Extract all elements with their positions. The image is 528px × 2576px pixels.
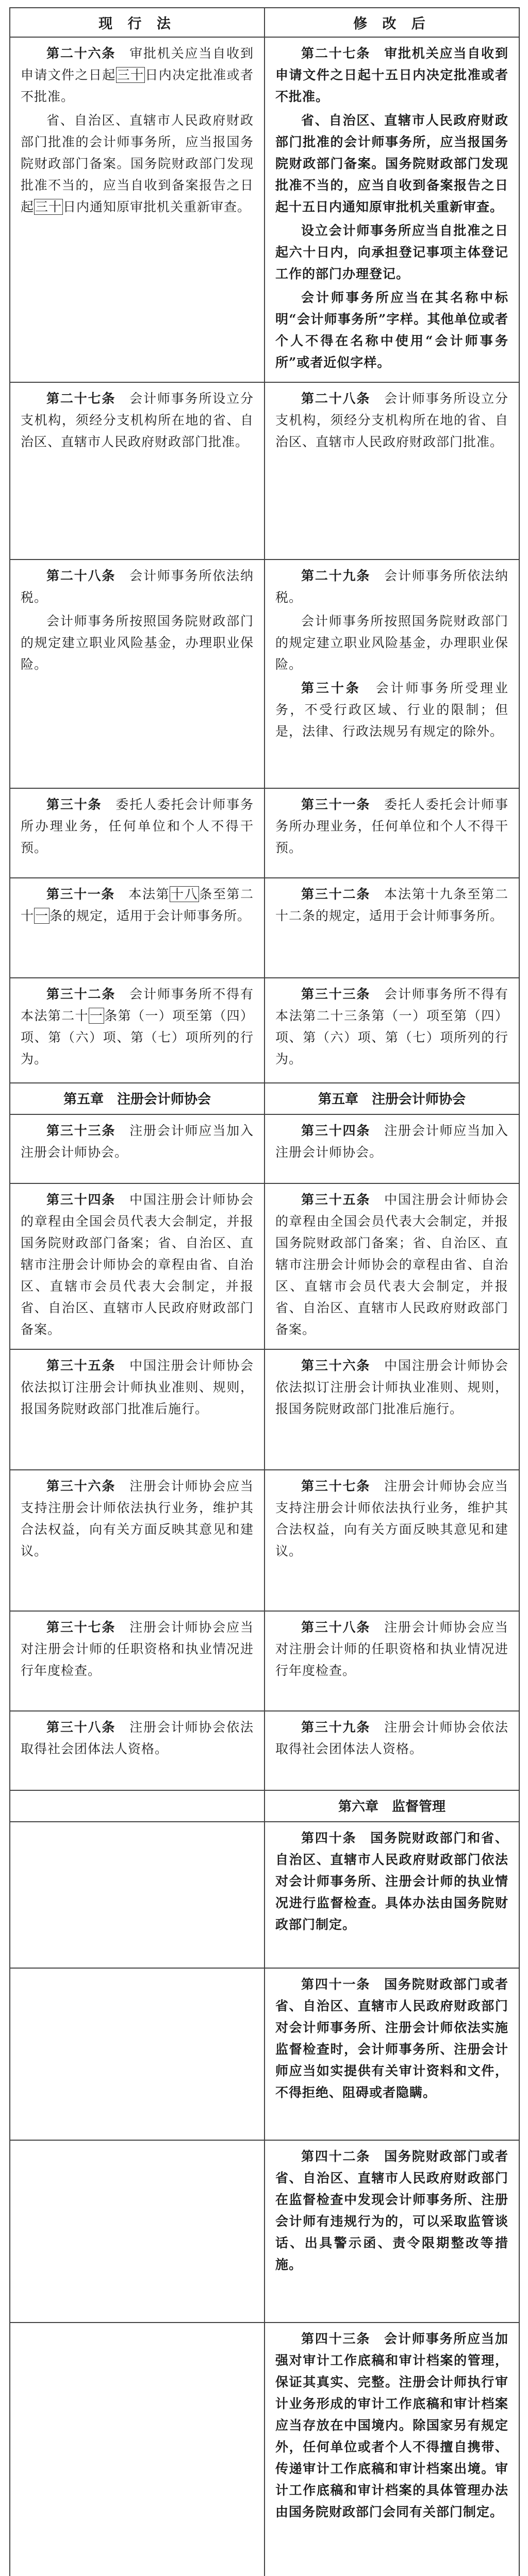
article-text: 设立会计师事务所应当自批准之日起六十日内，向承担登记事项主体登记工作的部门办理登记。 [275,223,508,281]
article-text: 第三十三条 注册会计师应当加入注册会计师协会。 [21,1123,254,1160]
current-law-cell [10,560,265,788]
current-law-cell [10,1611,265,1711]
article-text: 第三十五条 中国注册会计师协会的章程由全国会员代表大会制定，并报国务院财政部门备案；省、自治区、直辖市注册会计师协会的章程由省、自治区、直辖市会员代表大会制定，并报省、自治区、直辖市人民政府财政部门备案。 [275,1192,508,1337]
amended-cell [265,382,519,560]
article-text: 第三十六条 注册会计师协会应当支持注册会计师依法执行业务，维护其合法权益，向有关方面反映其意见和建议。 [21,1479,254,1558]
current-law-cell [10,1183,265,1349]
current-law-cell-empty [10,1822,265,1968]
article-text: 第二十六条 审批机关应当自收到申请文件之日起三十日内决定批准或者不批准。 [21,46,254,104]
changed-mark: 三十 [117,67,144,82]
table-row [10,1711,519,1790]
amended-cell [265,560,519,788]
table-row [10,1183,519,1349]
changed-mark: 三十 [35,199,62,214]
table-row [10,2140,519,2323]
amended-cell [265,2323,519,2576]
chapter-row [10,1083,519,1114]
comparison-table [9,7,520,2576]
article-text: 第二十八条 会计师事务所设立分支机构，须经分支机构所在地的省、自治区、直辖市人民政府财政部门批准。 [275,391,508,449]
current-law-cell-empty [10,2323,265,2576]
article-text: 第二十七条 会计师事务所设立分支机构，须经分支机构所在地的省、自治区、直辖市人民政府财政部门批准。 [21,391,254,449]
amended-cell [265,1822,519,1968]
amended-cell [265,1711,519,1790]
amended-cell [265,1114,519,1183]
amended-cell [265,1183,519,1349]
chapter-heading-current: 第五章 注册会计师协会 [10,1083,265,1114]
article-text: 第三十一条 本法第十八条至第二十一条的规定，适用于会计师事务所。 [21,887,254,923]
table-row [10,1968,519,2140]
article-text: 第三十九条 注册会计师协会依法取得社会团体法人资格。 [275,1720,508,1756]
table-row [10,1822,519,1968]
amended-cell [265,788,519,878]
changed-mark: 十八 [171,887,199,902]
table-row [10,1114,519,1183]
amended-cell [265,1349,519,1470]
article-text: 第三十四条 注册会计师应当加入注册会计师协会。 [275,1123,508,1160]
current-law-cell-empty [10,1790,265,1822]
article-text: 会计师事务所按照国务院财政部门的规定建立职业风险基金，办理职业保险。 [21,614,254,672]
header-amended: 修 改 后 [265,8,519,37]
article-text: 第三十八条 注册会计师协会依法取得社会团体法人资格。 [21,1720,254,1756]
amended-cell [265,1611,519,1711]
chapter-row [10,1790,519,1822]
article-text: 第四十三条 会计师事务所应当加强对审计工作底稿和审计档案的管理，保证其真实、完整。注册会计师执行审计业务形成的审计工作底稿和审计档案应当存放在中国境内。除国家另有规定外，任何单位或者个人不得擅自携带、传递审计工作底稿和审计档案出境。审计工作底稿和审计档案的具体管理办法由国务院财政部门会同有关部门制定。 [275,2331,508,2519]
table-header-row [10,8,519,37]
table-row [10,1611,519,1711]
article-text: 第三十二条 会计师事务所不得有本法第二十一条第（一）项至第（四）项、第（六）项、第（七）项所列的行为。 [21,987,254,1066]
article-text: 省、自治区、直辖市人民政府财政部门批准的会计师事务所，应当报国务院财政部门备案。国务院财政部门发现批准不当的，应当自收到备案报告之日起三十日内通知原审批机关重新审查。 [21,113,254,214]
amended-cell [265,978,519,1083]
article-text: 第三十五条 中国注册会计师协会依法拟订注册会计师执业准则、规则，报国务院财政部门批准后施行。 [21,1358,254,1416]
article-text: 第三十八条 注册会计师协会应当对注册会计师的任职资格和执业情况进行年度检查。 [275,1620,508,1678]
changed-mark: 一 [35,908,49,923]
table-row [10,1470,519,1611]
changed-mark: 一 [89,1008,104,1023]
amended-cell [265,37,519,382]
current-law-cell-empty [10,1968,265,2140]
amended-cell [265,1470,519,1611]
article-text: 第二十九条 会计师事务所依法纳税。 [275,568,508,605]
article-text: 第四十二条 国务院财政部门或者省、自治区、直辖市人民政府财政部门在监督检查中发现会计师事务所、注册会计师有违规行为的，可以采取监管谈话、出具警示函、责令限期整改等措施。 [275,2149,508,2272]
current-law-cell [10,788,265,878]
amended-cell [265,2140,519,2323]
current-law-cell [10,1470,265,1611]
table-row [10,978,519,1083]
current-law-cell [10,1349,265,1470]
article-text: 第三十三条 会计师事务所不得有本法第二十三条第（一）项至第（四）项、第（六）项、第（七）项所列的行为。 [275,987,508,1066]
article-text: 第四十一条 国务院财政部门或者省、自治区、直辖市人民政府财政部门对会计师事务所、注册会计师依法实施监督检查时，会计师事务所、注册会计师应当如实提供有关审计资料和文件，不得拒绝、阻碍或者隐瞒。 [275,1977,508,2100]
article-text: 第二十八条 会计师事务所依法纳税。 [21,568,254,605]
amended-cell [265,1968,519,2140]
header-current-law: 现 行 法 [10,8,265,37]
current-law-cell [10,1711,265,1790]
article-text: 第三十条 委托人委托会计师事务所办理业务，任何单位和个人不得干预。 [21,797,254,855]
current-law-cell [10,382,265,560]
article-text: 第三十七条 注册会计师协会应当支持注册会计师依法执行业务，维护其合法权益，向有关方面反映其意见和建议。 [275,1479,508,1558]
chapter-heading-amended: 第五章 注册会计师协会 [265,1083,519,1114]
table-row [10,2323,519,2576]
article-text: 第二十七条 审批机关应当自收到申请文件之日起十五日内决定批准或者不批准。 [275,46,508,104]
table-row [10,1349,519,1470]
table-row [10,560,519,788]
article-text: 第三十四条 中国注册会计师协会的章程由全国会员代表大会制定，并报国务院财政部门备案；省、自治区、直辖市注册会计师协会的章程由省、自治区、直辖市会员代表大会制定，并报省、自治区、直辖市人民政府财政部门备案。 [21,1192,254,1337]
chapter-heading-amended: 第六章 监督管理 [265,1790,519,1822]
article-text: 省、自治区、直辖市人民政府财政部门批准的会计师事务所，应当报国务院财政部门备案。国务院财政部门发现批准不当的，应当自收到备案报告之日起十五日内通知原审批机关重新审查。 [275,113,508,214]
comparison-document [9,7,519,2576]
table-row [10,37,519,382]
current-law-cell [10,978,265,1083]
article-text: 会计师事务所按照国务院财政部门的规定建立职业风险基金，办理职业保险。 [275,614,508,672]
article-text: 第三十条 会计师事务所受理业务，不受行政区域、行业的限制；但是，法律、行政法规另有规定的除外。 [275,681,508,739]
article-text: 第四十条 国务院财政部门和省、自治区、直辖市人民政府财政部门依法对会计师事务所、注册会计师的执业情况进行监督检查。具体办法由国务院财政部门制定。 [275,1831,508,1932]
table-row [10,788,519,878]
article-text: 第三十六条 中国注册会计师协会依法拟订注册会计师执业准则、规则，报国务院财政部门批准后施行。 [275,1358,508,1416]
current-law-cell [10,37,265,382]
article-text: 会计师事务所应当在其名称中标明“会计师事务所”字样。其他单位或者个人不得在名称中使用“会计师事务所”或者近似字样。 [275,290,508,370]
article-text: 第三十七条 注册会计师协会应当对注册会计师的任职资格和执业情况进行年度检查。 [21,1620,254,1678]
amended-cell [265,878,519,978]
article-text: 第三十一条 委托人委托会计师事务所办理业务，任何单位和个人不得干预。 [275,797,508,855]
current-law-cell-empty [10,2140,265,2323]
article-text: 第三十二条 本法第十九条至第二十二条的规定，适用于会计师事务所。 [275,887,508,923]
current-law-cell [10,878,265,978]
current-law-cell [10,1114,265,1183]
table-row [10,382,519,560]
table-row [10,878,519,978]
